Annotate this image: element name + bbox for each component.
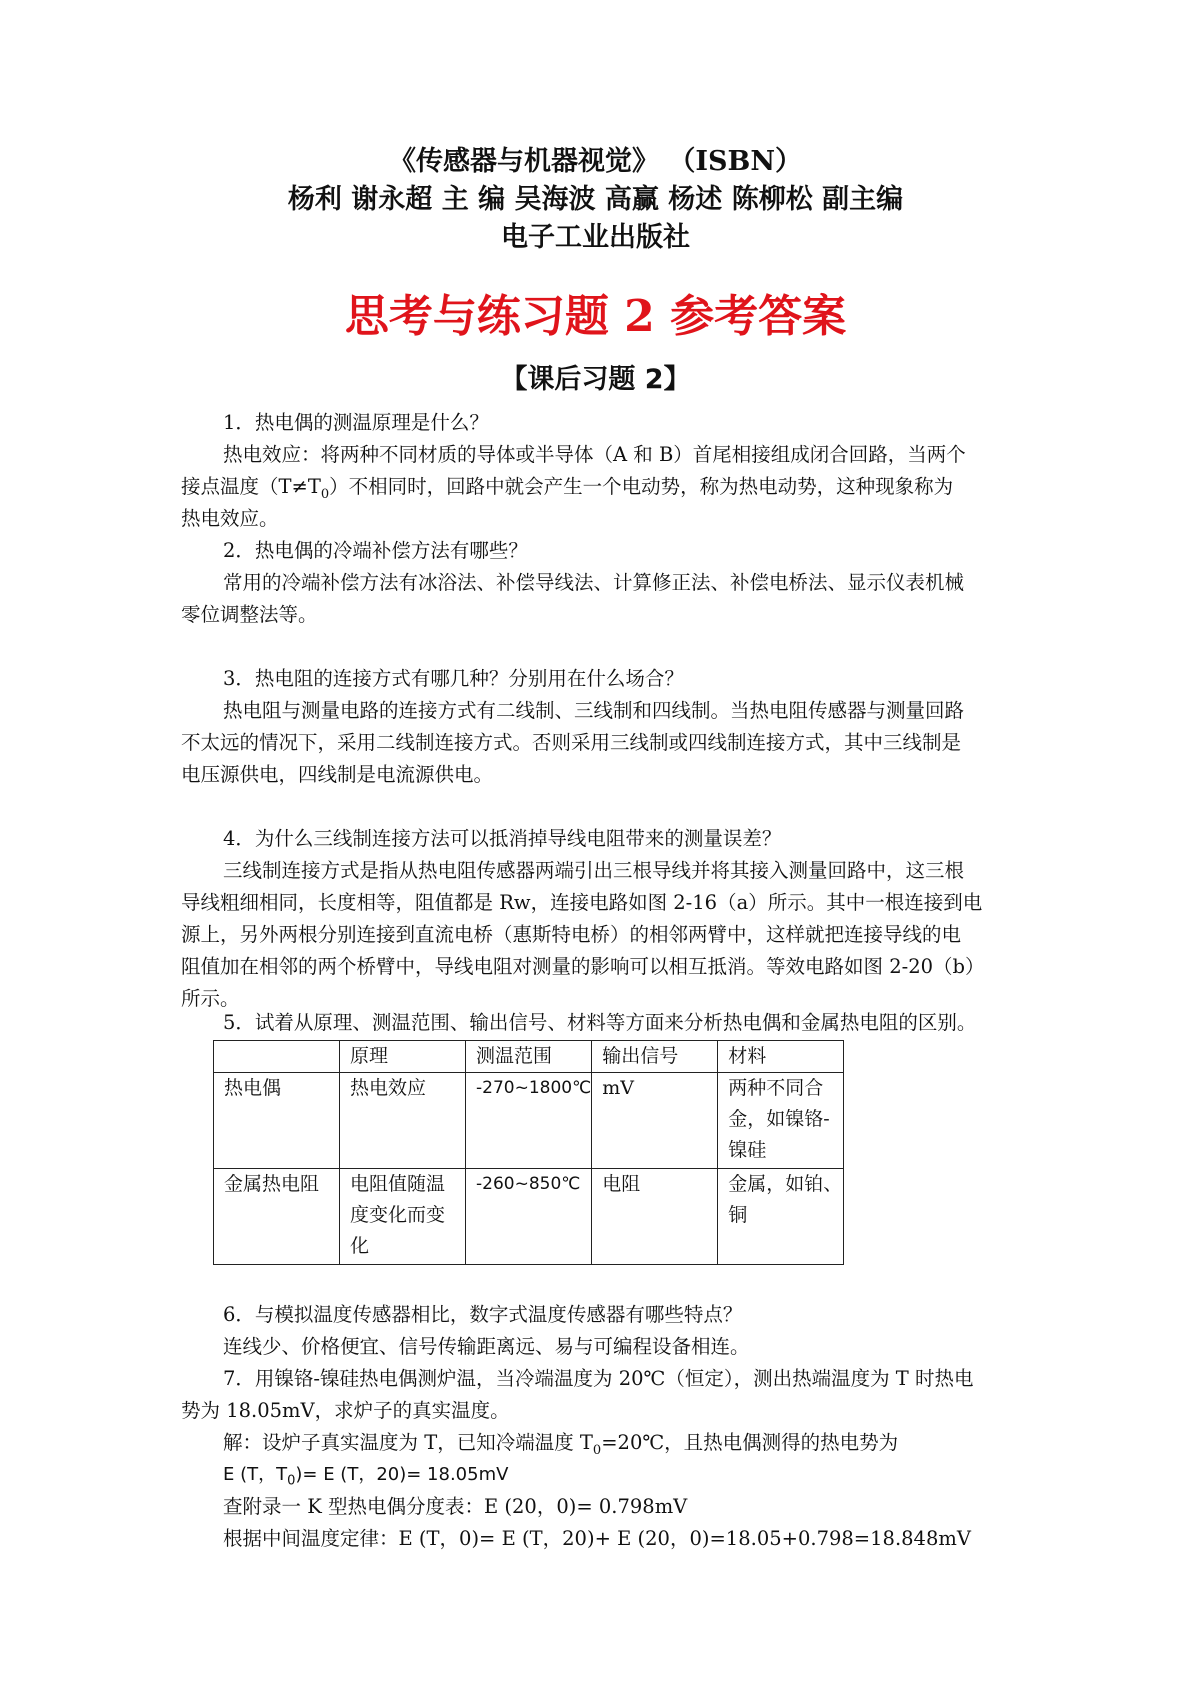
question-1: 1．热电偶的测温原理是什么？ bbox=[223, 411, 489, 434]
answer-3-line-3: 电压源供电，四线制是电流源供电。 bbox=[181, 763, 494, 786]
table-header-cell: 输出信号 bbox=[592, 1041, 718, 1073]
answer-2-line-1: 常用的冷端补偿方法有冰浴法、补偿导线法、计算修正法、补偿电桥法、显示仪表机械 bbox=[223, 571, 965, 594]
question-6: 6．与模拟温度传感器相比，数字式温度传感器有哪些特点？ bbox=[223, 1303, 743, 1326]
cell-line: 镍硅 bbox=[728, 1139, 767, 1161]
answer-1-line-2-b: ）不相同时，回路中就会产生一个电动势，称为热电动势，这种现象称为 bbox=[329, 475, 954, 498]
answer-4-line-3: 源上，另外两根分别连接到直流电桥（惠斯特电桥）的相邻两臂中，这样就把连接导线的电 bbox=[181, 923, 962, 946]
answer-1-line-3: 热电效应。 bbox=[181, 507, 279, 530]
book-title: 《传感器与机器视觉》 （ISBN） bbox=[388, 146, 803, 177]
answer-1-line-2 bbox=[181, 472, 953, 510]
table-header-row bbox=[214, 1041, 844, 1073]
table-cell bbox=[340, 1169, 466, 1265]
answer-6: 连线少、价格便宜、信号传输距离远、易与可编程设备相连。 bbox=[223, 1335, 750, 1358]
table-row bbox=[214, 1073, 844, 1169]
cell-line: 度变化而变 bbox=[350, 1204, 446, 1226]
table-cell bbox=[718, 1073, 844, 1169]
section-heading: 【课后习题 2】 bbox=[500, 364, 691, 395]
question-4: 4．为什么三线制连接方法可以抵消掉导线电阻带来的测量误差？ bbox=[223, 827, 782, 850]
table-cell: 热电偶 bbox=[214, 1073, 340, 1169]
solution-line-1-b: =20℃，且热电偶测得的热电势为 bbox=[601, 1431, 899, 1454]
authors-line: 杨利 谢永超 主 编 吴海波 高赢 杨述 陈柳松 副主编 bbox=[287, 184, 904, 215]
table-header-cell: 原理 bbox=[340, 1041, 466, 1073]
cell-line: 热电效应 bbox=[350, 1077, 427, 1099]
solution-line-4: 根据中间温度定律：E (T，0)= E (T，20)+ E (20，0)=18.05+0.798=18.848mV bbox=[223, 1527, 971, 1550]
solution-line-2-a: E (T，T bbox=[223, 1464, 288, 1485]
solution-line-1-a: 解：设炉子真实温度为 T，已知冷端温度 T bbox=[223, 1431, 593, 1454]
cell-line: 金属，如铂、 bbox=[728, 1173, 843, 1195]
publisher: 电子工业出版社 bbox=[501, 222, 690, 253]
answer-4-line-1: 三线制连接方式是指从热电阻传感器两端引出三根导线并将其接入测量回路中，这三根 bbox=[223, 859, 965, 882]
answer-3-line-1: 热电阻与测量电路的连接方式有二线制、三线制和四线制。当热电阻传感器与测量回路 bbox=[223, 699, 965, 722]
solution-subscript: 0 bbox=[592, 1442, 602, 1458]
answer-4-line-4: 阻值加在相邻的两个桥臂中，导线电阻对测量的影响可以相互抵消。等效电路如图 2-20（b） bbox=[181, 955, 985, 978]
question-5: 5．试着从原理、测温范围、输出信号、材料等方面来分析热电偶和金属热电阻的区别。 bbox=[223, 1011, 977, 1034]
page-title: 思考与练习题 2 参考答案 bbox=[344, 291, 847, 342]
answer-2-line-2: 零位调整法等。 bbox=[181, 603, 318, 626]
solution-line-3: 查附录一 K 型热电偶分度表：E (20，0)= 0.798mV bbox=[223, 1495, 688, 1518]
table-header-cell bbox=[214, 1041, 340, 1073]
table-row bbox=[214, 1169, 844, 1265]
table-cell bbox=[340, 1073, 466, 1169]
cell-line: 金，如镍铬- bbox=[728, 1108, 830, 1130]
answer-4-line-2: 导线粗细相同，长度相等，阻值都是 Rw，连接电路如图 2-16（a）所示。其中一根连接到电 bbox=[181, 891, 983, 914]
table-header-cell: 材料 bbox=[718, 1041, 844, 1073]
table-cell: mV bbox=[592, 1073, 718, 1169]
table-header-cell: 测温范围 bbox=[466, 1041, 592, 1073]
question-3: 3．热电阻的连接方式有哪几种？分别用在什么场合？ bbox=[223, 667, 684, 690]
table-cell: -270~1800℃ bbox=[466, 1073, 592, 1169]
answer-1-line-1: 热电效应：将两种不同材质的导体或半导体（A 和 B）首尾相接组成闭合回路，当两个 bbox=[223, 443, 966, 466]
table-cell bbox=[718, 1169, 844, 1265]
answer-3-line-2: 不太远的情况下，采用二线制连接方式。否则采用三线制或四线制连接方式，其中三线制是 bbox=[181, 731, 962, 754]
table-cell: -260~850℃ bbox=[466, 1169, 592, 1265]
cell-line: 两种不同合 bbox=[728, 1077, 824, 1099]
cell-line: 铜 bbox=[728, 1204, 748, 1226]
cell-line: 化 bbox=[350, 1235, 370, 1257]
solution-line-2-b: )= E (T，20)= 18.05mV bbox=[295, 1464, 509, 1485]
answer-1-line-2-a: 接点温度（T≠T bbox=[181, 475, 321, 498]
cell-line: 电阻值随温 bbox=[350, 1173, 446, 1195]
table-cell: 电阻 bbox=[592, 1169, 718, 1265]
question-2: 2．热电偶的冷端补偿方法有哪些？ bbox=[223, 539, 528, 562]
answer-1-subscript: 0 bbox=[320, 486, 330, 502]
table-cell: 金属热电阻 bbox=[214, 1169, 340, 1265]
solution-subscript: 0 bbox=[287, 1473, 296, 1489]
answer-4-line-5: 所示。 bbox=[181, 987, 240, 1010]
question-7-line-2: 势为 18.05mV，求炉子的真实温度。 bbox=[181, 1399, 510, 1422]
comparison-table bbox=[213, 1040, 844, 1265]
question-7-line-1: 7．用镍铬-镍硅热电偶测炉温，当冷端温度为 20℃（恒定），测出热端温度为 T 时热电 bbox=[223, 1367, 974, 1390]
